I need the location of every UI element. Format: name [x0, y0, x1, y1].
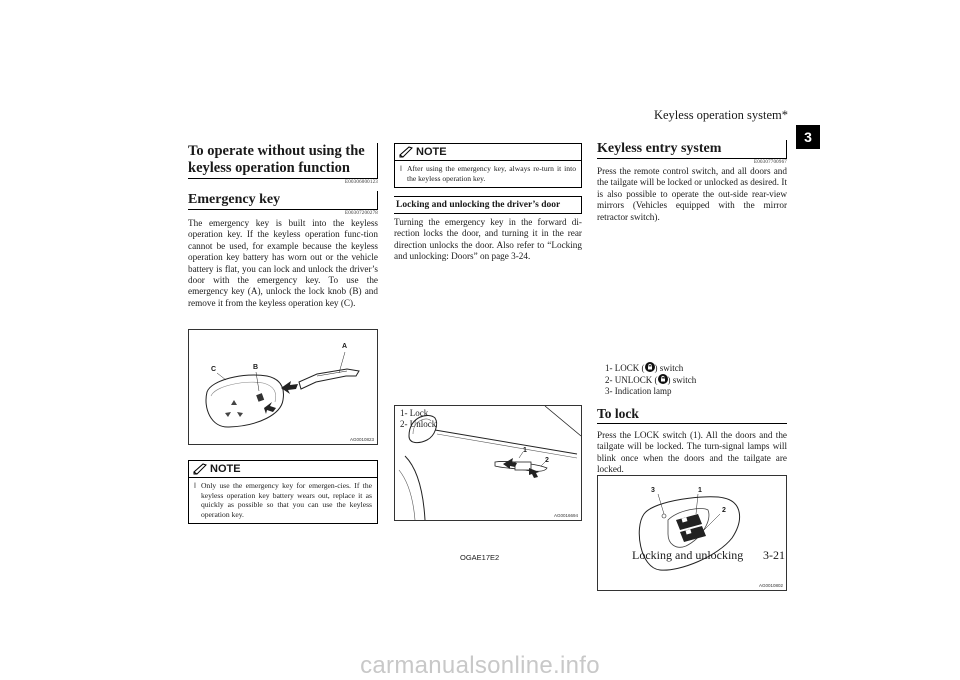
note-text: Only use the emergency key for emergen-cies. If the keyless operation key battery wears out, replace it as quickly as possible so that you can use the keyless operation key.	[200, 481, 372, 519]
figure-label: 1	[698, 487, 702, 494]
note-pencil-icon	[193, 463, 207, 475]
emergency-key-paragraph: The emergency key is built into the keyless operation key. If the keyless operation func-tion cannot be used, for example because the keyless operation key battery has worn out or the vehicle battery is flat, you can lock and unlock the driver’s door with the emergency key. To use the emergency key (A), unlock the lock knob (B) and remove it from the keyless operation key (C).	[188, 218, 378, 308]
note-header	[189, 461, 377, 478]
legend-item: 1- Lock	[400, 408, 429, 418]
remote-illustration	[598, 476, 786, 590]
legend-prefix: 1- LOCK (	[605, 363, 645, 373]
note-pencil-icon	[399, 146, 413, 158]
column-2-text	[394, 196, 582, 263]
legend-prefix: 3- Indication lamp	[605, 386, 672, 396]
to-lock-paragraph: Press the LOCK switch (1). All the doors and the tailgate will be locked. The turn-signal lamps will blink once when the doors and the tailgate are locked.	[597, 430, 787, 475]
figure-label: 2	[722, 507, 726, 514]
legend-suffix: ) switch	[667, 375, 697, 385]
legend-suffix: ) switch	[654, 363, 684, 373]
driver-door-paragraph: Turning the emergency key in the forward di-rection locks the door, and turning it in the rear direction unlocks the door. Also refer to “Locking and unlocking: Doors” on page 3-24.	[394, 217, 582, 262]
figure-code: AG0016694	[553, 513, 578, 518]
door-lock-legend	[400, 408, 588, 430]
chapter-tab: 3	[796, 125, 820, 149]
figure-label: 1	[523, 447, 527, 454]
section-code: E00307200278	[345, 211, 378, 216]
figure-code: AG0010802	[758, 583, 783, 588]
to-lock-section	[597, 405, 787, 476]
note-box-return-key	[394, 143, 582, 188]
keyless-entry-paragraph: Press the remote control switch, and all doors and the tailgate will be locked or unlocked as desired. It is also possible to operate the out-side rear-view mirrors (Vehicles equipped with the mirror retractor switch).	[597, 166, 787, 222]
document-code: OGAE17E2	[460, 553, 500, 562]
figure-label: 3	[651, 487, 655, 494]
figure-label: C	[211, 366, 217, 373]
legend-item-unlock	[605, 374, 795, 386]
lock-icon	[645, 362, 655, 372]
subheading-driver-door: Locking and unlocking the driver’s door	[394, 196, 582, 214]
note-heading: NOTE	[416, 146, 447, 158]
page-number: 3-21	[763, 548, 785, 562]
note-header	[395, 144, 581, 161]
main-heading: To operate without using the keyless operation function	[188, 143, 378, 179]
legend-prefix: 2- UNLOCK (	[605, 375, 658, 385]
key-illustration	[189, 330, 377, 444]
unlock-icon	[658, 374, 668, 384]
subsection-heading-to-lock: To lock	[597, 405, 787, 424]
note-heading: NOTE	[210, 463, 241, 475]
section-code: E00307700967	[754, 160, 787, 165]
note-box-emergency	[188, 460, 378, 524]
note-text: After using the emergency key, always re-turn it into the keyless operation key.	[406, 164, 576, 183]
heading-code: E00306000123	[345, 180, 378, 185]
legend-item: 2- Unlock	[400, 419, 437, 429]
legend-item-indicator	[605, 386, 795, 397]
figure-label: B	[253, 364, 259, 371]
remote-legend	[605, 362, 795, 397]
column-3	[597, 140, 787, 223]
section-heading-keyless-entry: Keyless entry system	[597, 140, 787, 159]
legend-item-lock	[605, 362, 795, 374]
remote-key-figure	[597, 475, 787, 591]
bullet-icon: l	[194, 482, 196, 490]
watermark: carmanualsonline.info	[360, 652, 600, 679]
figure-code: AG0010823	[349, 437, 374, 442]
footer-section-title: Locking and unlocking	[632, 548, 744, 562]
section-heading-emergency-key: Emergency key	[188, 191, 378, 210]
running-head: Keyless operation system*	[653, 108, 788, 122]
bullet-icon: l	[400, 165, 402, 173]
figure-label: A	[342, 343, 348, 350]
figure-label: 2	[545, 457, 549, 464]
column-1	[188, 143, 378, 309]
emergency-key-figure	[188, 329, 378, 445]
